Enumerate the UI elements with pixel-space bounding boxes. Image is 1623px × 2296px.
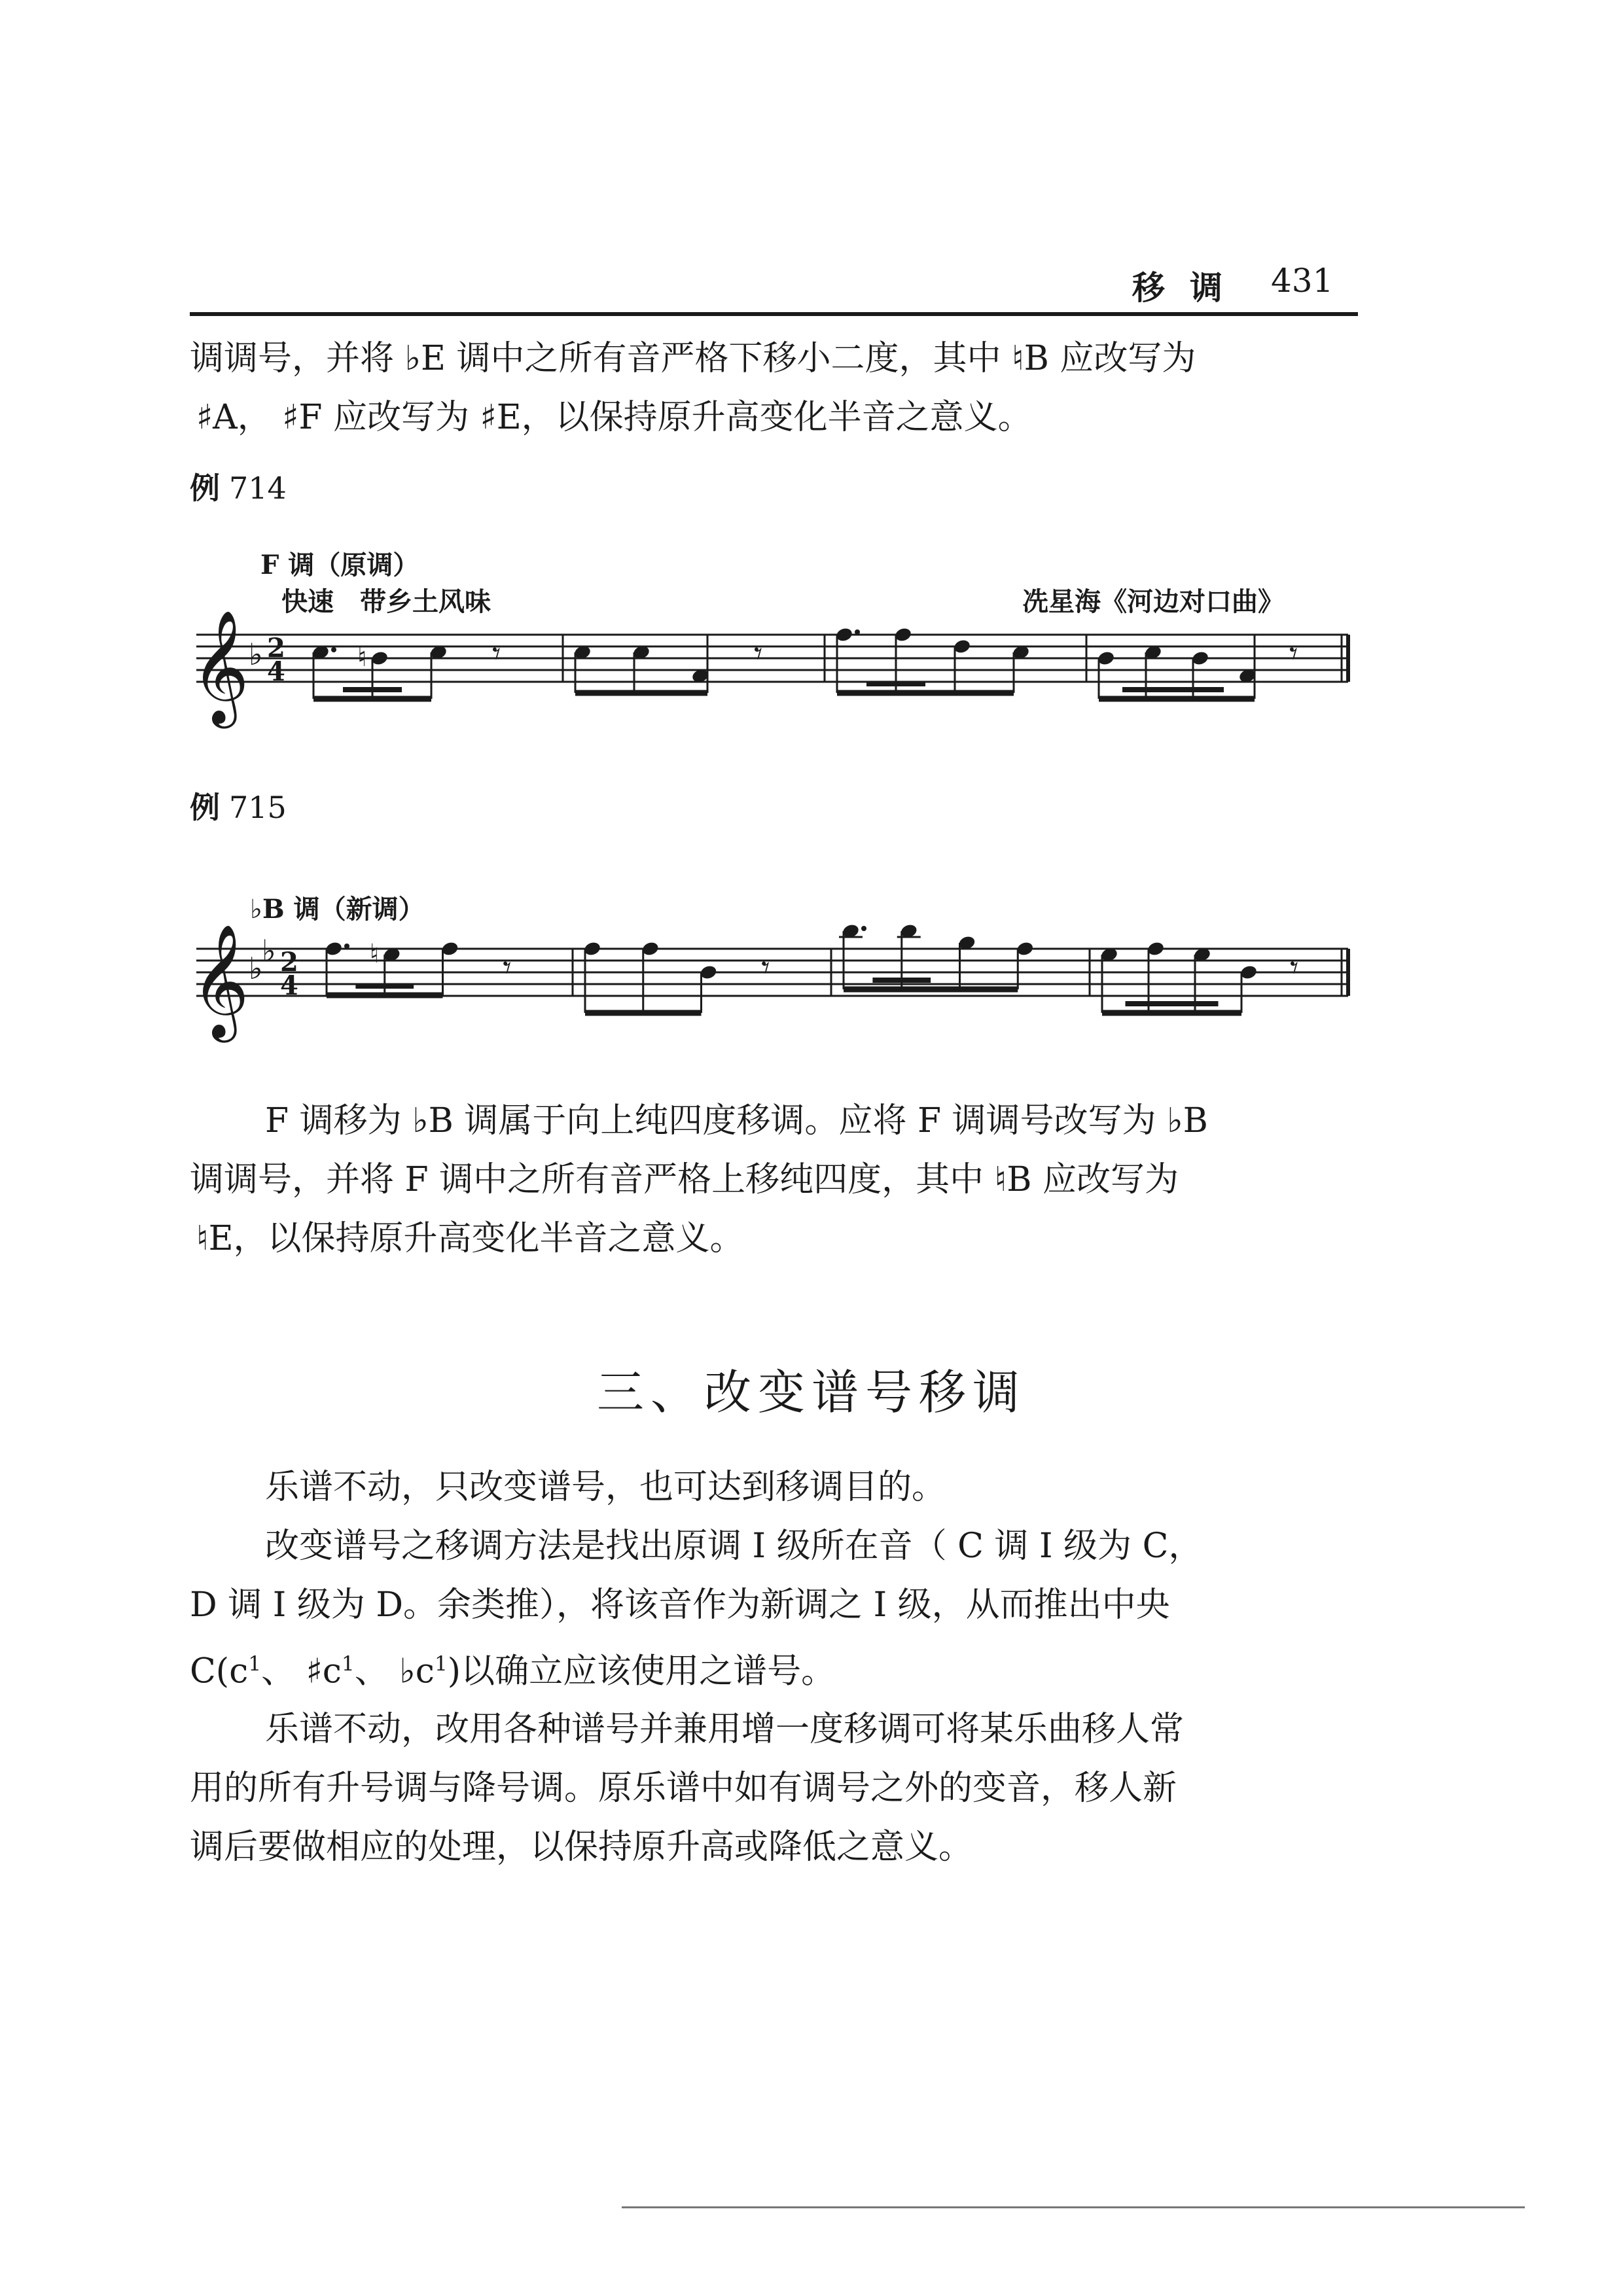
time-signature-denominator: 4 xyxy=(267,656,285,687)
middle-c-suffix: )以确立应该使用之谱号。 xyxy=(447,1651,836,1691)
treble-clef-icon: 𝄞 xyxy=(191,924,249,1038)
eighth-rest-icon: 𝄾 xyxy=(503,949,512,987)
music-staff-example-714 xyxy=(0,602,1623,733)
paragraph-line: D 调 I 级为 D。余类推），将该音作为新调之 I 级，从而推出中央 xyxy=(190,1585,1170,1625)
section-title: 三、改变谱号移调 xyxy=(596,1365,1026,1420)
treble-clef-icon: 𝄞 xyxy=(191,610,249,724)
eighth-rest-icon: 𝄾 xyxy=(1290,949,1299,987)
paragraph-line: 调调号，并将 ♭E 调中之所有音严格下移小二度，其中 ♮B 应改写为 xyxy=(190,339,1196,378)
key-signature-flat-icon: ♭ xyxy=(262,933,276,968)
octave-superscript: 1 xyxy=(341,1652,355,1676)
key-label: ♭B 调（新调） xyxy=(250,894,425,925)
page-number: 431 xyxy=(1271,262,1334,300)
middle-c-prefix: C(c xyxy=(190,1651,249,1691)
key-signature-flat-icon: ♭ xyxy=(249,637,263,672)
paragraph-line: ♯A， ♯F 应改写为 ♯E，以保持原升高变化半音之意义。 xyxy=(196,398,1032,437)
paragraph-line: ♮E，以保持原升高变化半音之意义。 xyxy=(196,1219,744,1258)
natural-sign-icon: ♮ xyxy=(357,643,367,673)
key-signature-flat-icon: ♭ xyxy=(249,951,263,986)
time-signature-numerator: 2 xyxy=(267,633,285,663)
source-attribution: 冼星海《河边对口曲》 xyxy=(1022,586,1284,617)
example-label xyxy=(190,784,287,827)
octave-superscript: 1 xyxy=(434,1652,448,1676)
example-label-number: 714 xyxy=(229,470,287,506)
eighth-rest-icon: 𝄾 xyxy=(754,635,763,673)
middle-c-sharp: ♯c xyxy=(306,1651,342,1691)
eighth-rest-icon: 𝄾 xyxy=(1289,635,1298,673)
example-label-prefix: 例 xyxy=(190,470,220,506)
header-rule xyxy=(190,312,1358,316)
time-signature-denominator: 4 xyxy=(280,970,298,1001)
music-staff-example-715 xyxy=(0,916,1623,1047)
paragraph-line: 调后要做相应的处理，以保持原升高或降低之意义。 xyxy=(190,1828,973,1867)
paragraph-line: 乐谱不动，只改变谱号，也可达到移调目的。 xyxy=(265,1468,946,1507)
paragraph-line: 调调号，并将 F 调中之所有音严格上移纯四度，其中 ♮B 应改写为 xyxy=(190,1160,1179,1199)
paragraph-line: F 调移为 ♭B 调属于向上纯四度移调。应将 F 调调号改写为 ♭B xyxy=(265,1101,1208,1140)
octave-superscript: 1 xyxy=(248,1652,262,1676)
eighth-rest-icon: 𝄾 xyxy=(492,635,501,673)
dot xyxy=(855,629,860,635)
paragraph-line: 乐谱不动，改用各种谱号并兼用增一度移调可将某乐曲移人常 xyxy=(265,1710,1185,1749)
dot xyxy=(344,944,349,949)
paragraph-line: 用的所有升号调与降号调。原乐谱中如有调号之外的变音，移人新 xyxy=(190,1769,1177,1808)
example-label-prefix: 例 xyxy=(190,790,220,825)
example-label xyxy=(190,465,287,508)
paragraph-line-middle-c xyxy=(190,1634,835,1701)
separator: 、 xyxy=(354,1651,389,1691)
paragraph-line: 改变谱号之移调方法是找出原调 I 级所在音（ C 调 I 级为 C， xyxy=(265,1527,1203,1566)
tempo-marking: 快速 带乡土风味 xyxy=(281,586,491,617)
dot xyxy=(861,926,866,931)
key-label: F 调（原调） xyxy=(260,550,419,580)
middle-c-flat: ♭c xyxy=(399,1651,435,1691)
dot xyxy=(331,647,336,652)
natural-sign-icon: ♮ xyxy=(369,939,380,969)
time-signature-numerator: 2 xyxy=(280,947,298,978)
running-header-title: 移调 xyxy=(1132,268,1247,307)
scan-artifact-line xyxy=(622,2206,1525,2208)
separator: 、 xyxy=(261,1651,296,1691)
example-label-number: 715 xyxy=(229,790,287,825)
eighth-rest-icon: 𝄾 xyxy=(761,949,770,987)
